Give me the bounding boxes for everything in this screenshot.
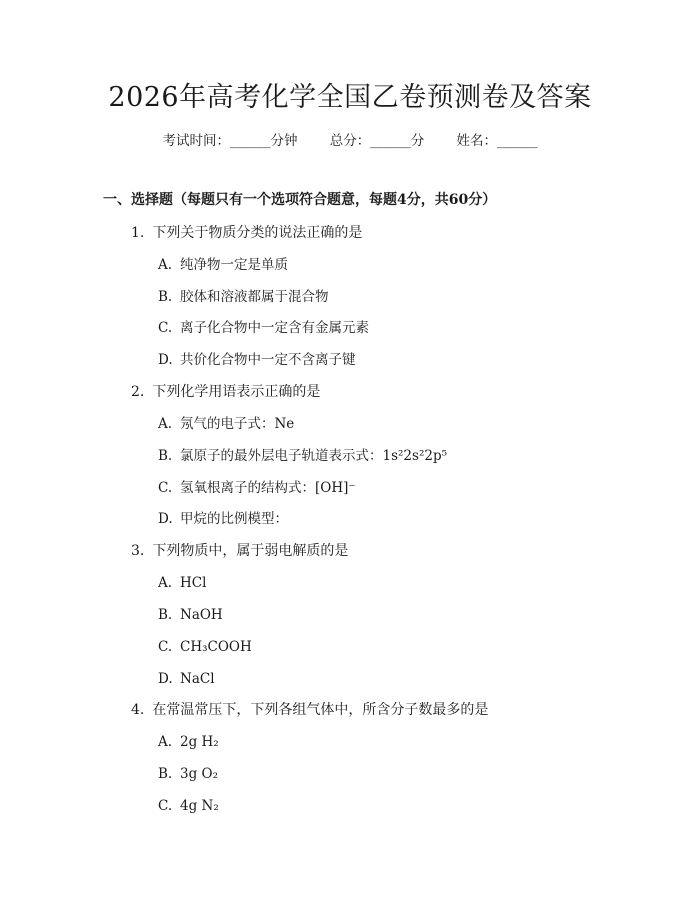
question-4 [131,700,488,720]
question-2-option-d [158,509,288,529]
exam-time-field: 考试时间：______分钟 [162,133,298,149]
option-text: 氢氧根离子的结构式：[OH]⁻ [180,480,356,496]
option-text: HCl [180,575,207,591]
question-text: 下列化学用语表示正确的是 [152,384,321,400]
option-text: NaOH [180,607,223,623]
option-text: CH₃COOH [180,639,252,655]
name-field: 姓名：______ [456,133,538,149]
option-text: 胶体和溶液都属于混合物 [180,289,329,305]
option-letter: B. [158,289,173,305]
question-number: 3. [131,543,145,559]
question-3-option-c [158,637,252,657]
option-text: 氯原子的最外层电子轨道表示式：1s²2s²2p⁵ [180,448,448,464]
option-text: NaCl [180,671,215,687]
option-letter: A. [158,257,173,273]
exam-meta [0,131,700,151]
question-4-option-b [158,764,218,784]
question-1-option-b [158,287,329,307]
option-letter: A. [158,575,173,591]
question-number: 1. [131,225,145,241]
option-letter: C. [158,798,173,814]
option-letter: B. [158,607,173,623]
option-letter: D. [158,671,173,687]
option-letter: C. [158,480,173,496]
option-letter: A. [158,416,173,432]
question-number: 4. [131,702,145,718]
option-letter: C. [158,639,173,655]
question-2-option-b [158,446,447,466]
page-title: 2026年高考化学全国乙卷预测卷及答案 [108,82,592,113]
question-4-option-a [158,732,219,752]
option-letter: C. [158,320,173,336]
question-text: 在常温常压下，下列各组气体中，所含分子数最多的是 [152,702,489,718]
option-letter: D. [158,511,173,527]
section-heading: 一、选择题（每题只有一个选项符合题意，每题4分，共60分） [103,192,497,208]
question-3-option-b [158,605,223,625]
question-1 [131,223,362,243]
question-2-option-a [158,414,294,434]
option-text: 甲烷的比例模型： [180,511,288,527]
question-number: 2. [131,384,145,400]
question-3 [131,541,348,561]
option-letter: B. [158,448,173,464]
option-letter: A. [158,734,173,750]
question-3-option-d [158,669,215,689]
question-2-option-c [158,478,356,498]
question-4-option-c [158,796,219,816]
question-3-option-a [158,573,206,593]
option-text: 共价化合物中一定不含离子键 [180,352,356,368]
question-1-option-a [158,255,288,275]
option-text: 纯净物一定是单质 [180,257,288,273]
option-letter: B. [158,766,173,782]
option-text: 2g H₂ [180,734,219,750]
question-text: 下列关于物质分类的说法正确的是 [152,225,363,241]
option-text: 氖气的电子式：Ne [180,416,295,432]
question-1-option-c [158,318,369,338]
total-score-field: 总分：______分 [329,133,425,149]
question-2 [131,382,320,402]
option-letter: D. [158,352,173,368]
option-text: 4g N₂ [180,798,219,814]
question-text: 下列物质中，属于弱电解质的是 [152,543,349,559]
option-text: 3g O₂ [180,766,219,782]
question-1-option-d [158,350,356,370]
option-text: 离子化合物中一定含有金属元素 [180,320,369,336]
